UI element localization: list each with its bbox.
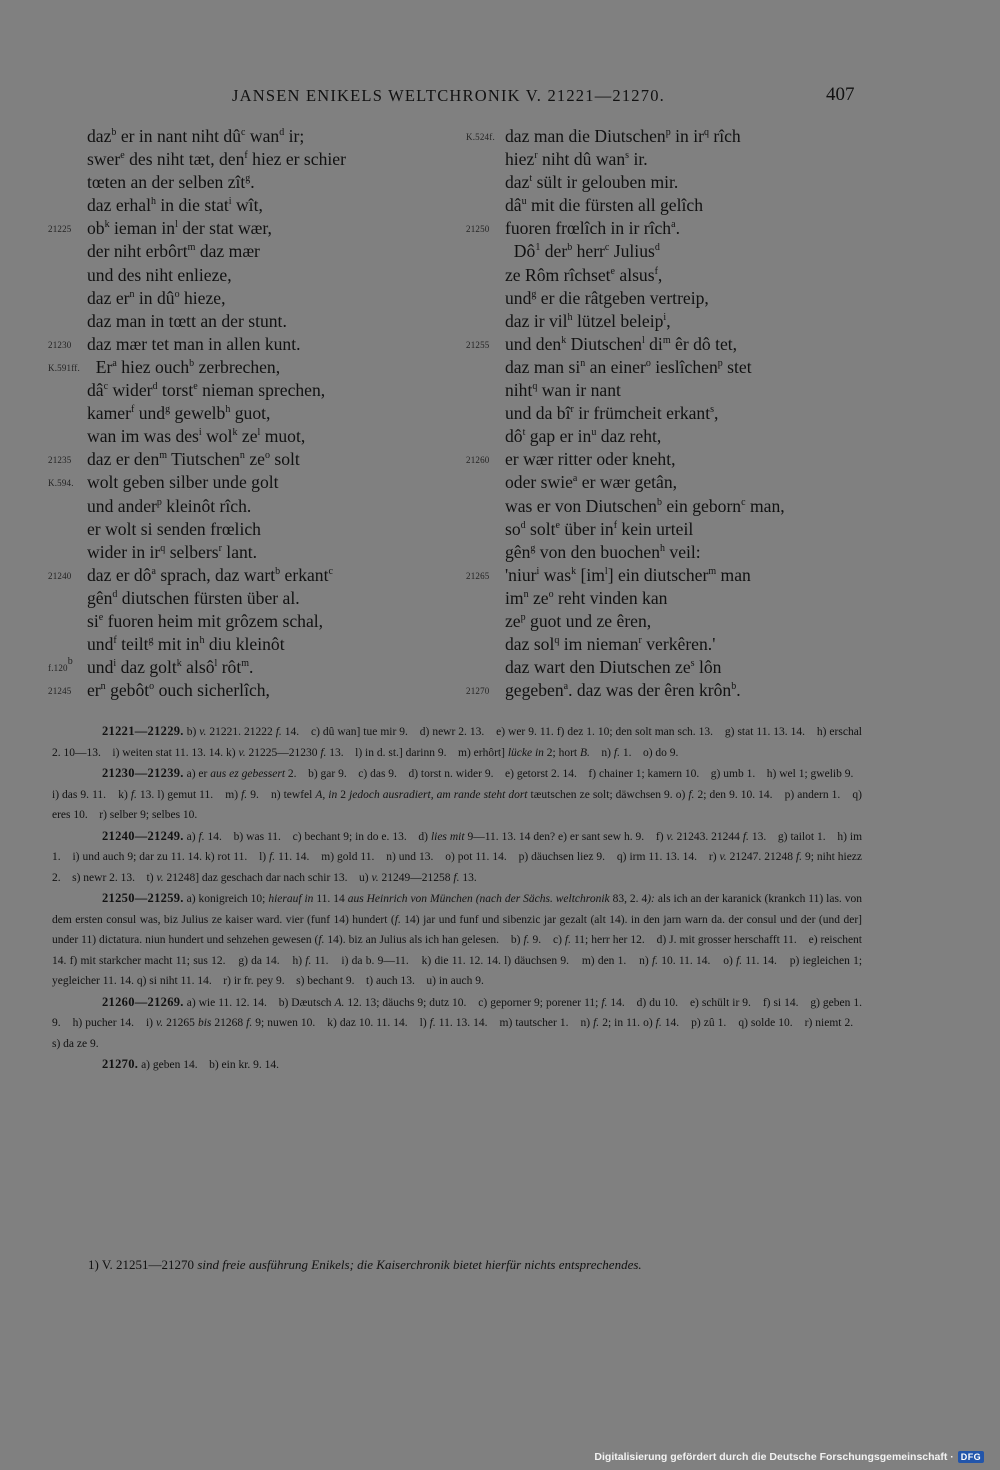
dfg-funding-notice <box>594 1451 984 1463</box>
verse-marker: K.594. <box>48 478 74 489</box>
verse-text: wolt geben silber unde golt <box>87 472 279 493</box>
verse-line <box>48 587 453 610</box>
verse-line <box>466 333 866 356</box>
verse-text: $so^d$ solt$^e$ über $in^f$ kein urteil <box>505 518 694 539</box>
verse-text: daz ir vil$^h$ lützel beleip$^i$, <box>505 310 671 331</box>
verse-text: und ander$^p$ kleinôt rîch. <box>87 495 252 516</box>
verse-text: $dâ^u$ mit die fürsten all gelîch <box>505 195 703 216</box>
verse-text: oder swie$^a$ er wær getân, <box>505 472 678 493</box>
verse-marker: 21265 <box>466 570 490 581</box>
verse-line <box>466 587 866 610</box>
verse-line <box>48 171 453 194</box>
verse-line <box>466 495 866 518</box>
apparatus-variants: a) er aus ez gebessert 2. b) gar 9. c) das 9. d) torst n. wider 9. e) getorst 2. 14. f) chainer 1; kamern 10. g) umb 1. h) wel 1; gwelib 9. i) das 9. 11. k) f. 13. l) gemut 11. m) f. 9. n) tewfel A, in 2 jedoch ausradiert, am rande steht dort tæutschen ze solt; däwchsen 9. o) f. 2; den 9. 10. 14. p) andern 1. q) eres 10. r) selber 9; selbes 10. <box>52 768 862 821</box>
verse-line <box>466 125 866 148</box>
page-number: 407 <box>826 84 855 105</box>
verse-column-left <box>48 125 453 702</box>
verse-line <box>48 310 453 333</box>
verse-line <box>48 656 453 679</box>
verse-line <box>466 610 866 633</box>
verse-line <box>466 148 866 171</box>
verse-column-right <box>466 125 866 702</box>
verse-text: und da $bî^r$ ir frümcheit erkant$^s$, <box>505 403 719 424</box>
apparatus-verse-range: 21230—21239. <box>102 766 184 780</box>
verse-marker: 21230 <box>48 339 72 350</box>
apparatus-entry <box>52 888 862 992</box>
verse-line <box>48 217 453 240</box>
verse-line <box>48 518 453 541</box>
verse-text: daz man die Diutschen$^p$ in $ir^q$ rîch <box>505 126 741 146</box>
running-title: JANSEN ENIKELS WELTCHRONIK V. 21221—21270. <box>232 86 665 105</box>
verse-text: $im^n$ $ze^o$ reht vinden kan <box>505 587 668 608</box>
verse-line <box>48 425 453 448</box>
verse-line <box>466 425 866 448</box>
apparatus-entry <box>52 721 862 763</box>
verse-text: kamer$^f$ und$^g$ gewelb$^h$ guot, <box>87 403 271 424</box>
verse-text: $si^e$ fuoren heim mit grôzem schal, <box>87 610 324 631</box>
verse-line <box>466 656 866 679</box>
verse-line <box>48 471 453 494</box>
verse-line <box>48 148 453 171</box>
verse-line <box>466 633 866 656</box>
apparatus-verse-range: 21270. <box>102 1057 139 1071</box>
verse-line <box>466 448 866 471</box>
verse-text: $ob^k$ ieman $in^l$ der stat wær, <box>87 218 272 239</box>
verse-text: swer$^e$ des niht tæt, den$^f$ hiez er schier <box>87 149 346 170</box>
verse-text: was er von Diutschen$^b$ ein geborn$^c$ man, <box>505 495 785 516</box>
verse-marker: 21240 <box>48 570 72 581</box>
apparatus-variants: a) f. 14. b) was 11. c) bechant 9; in do e. 13. d) lies mit 9—11. 13. 14 den? e) er sant sew h. 9. f) v. 21243. 21244 f. 13. g) tailot 1. h) im 1. i) und auch 9; dar zu 11. 14. k) rot 11. l) f. 11. 14. m) gold 11. n) und 13. o) pot 11. 14. p) däuchsen liez 9. q) irm 11. 13. 14. r) v. 21247. 21248 f. 9; niht hiezz 2. s) newr 2. 13. t) v. 21248] daz geschach dar nach schir 13. u) v. 21249—21258 f. 13. <box>52 830 863 884</box>
verse-line <box>48 356 453 379</box>
apparatus-variants: a) konigreich 10; hierauf in 11. 14 aus Heinrich von München (nach der Sächs. weltchronik 83, 2. 4): als ich an der karanick (krankch 11) las. von dem ersten consul was, biz Julius ze kaiser ward. vier (funf 14) hundert (f. 14) jar und funf und sibenzic jar gezalt (alt 14). in den jarn warn da. der consul und der (und der] under 11) dictatura. niun hundert und sehzehen gewesen (f. 14). biz an Julius als ich han gelesen. b) f. 9. c) f. 11; herr her 12. d) J. mit grosser herschafft 11. e) reischent 14. f) mit starkcher macht 11; sus 12. g) da 14. h) f. 11. i) da b. 9—11. k) die 11. 12. 14. l) däuchsen 9. m) den 1. n) f. 10. 11. 14. o) f. 11. 14. p) iegleichen 1; yegleicher 11. 14. q) si niht 11. 14. r) ir fr. pey 9. s) bechant 9. t) auch 13. u) in auch 9. <box>52 893 863 987</box>
verse-text: gên$^g$ von den buochen$^h$ veil: <box>505 541 701 562</box>
verse-text: daz sol$^q$ im nieman$^r$ verkêren.' <box>505 634 716 655</box>
apparatus-verse-range: 21260—21269. <box>102 994 184 1009</box>
verse-line <box>48 448 453 471</box>
funding-text: Digitalisierung gefördert durch die Deutsche Forschungsgemeinschaft · <box>594 1451 954 1463</box>
running-header <box>0 86 1000 110</box>
verse-text: daz erhal$^h$ in die stat$^i$ wît, <box>87 195 263 216</box>
verse-line <box>466 471 866 494</box>
verse-text: daz er $dô^a$ sprach, daz wart$^b$ erkant$^c$ <box>87 564 333 585</box>
verse-text: $dâ^c$ wider$^d$ torst$^e$ nieman sprechen, <box>87 380 326 401</box>
verse-text: gegeben$^a$. daz was der êren krôn$^b$. <box>505 680 741 701</box>
verse-line <box>48 633 453 656</box>
verse-text: daz man $si^n$ an einer$^o$ ieslîchen$^p$ stet <box>505 356 752 377</box>
verse-text: gên$^d$ diutschen fürsten über al. <box>87 587 300 608</box>
verse-text: 'niur$^i$ was$^k$ $[im^l]$ ein diutscher$^m$ man <box>505 564 751 585</box>
apparatus-verse-range: 21240—21249. <box>102 828 184 843</box>
verse-line <box>48 333 453 356</box>
apparatus-variants: b) v. 21221. 21222 f. 14. c) dû wan] tue mir 9. d) newr 2. 13. e) wer 9. 11. f) dez 1. 10; den solt man sch. 13. g) stat 11. 13. 14. h) erschal 2. 10—13. i) weiten stat 11. 13. 14. k) v. 21225—21230 f. 13. l) in d. st.] darinn 9. m) erhôrt] lücke in 2; hort B. n) f. 1. o) do 9. <box>52 726 862 759</box>
verse-line <box>48 240 453 263</box>
verse-text: er wolt si senden frœlich <box>87 518 261 539</box>
verse-marker: 21250 <box>466 224 490 235</box>
verse-text: wan im was des$^i$ wol$^k$ $ze^l$ muot, <box>87 426 306 447</box>
verse-line <box>466 379 866 402</box>
apparatus-entry <box>52 763 862 826</box>
verse-text: daz man in tœtt an der stunt. <box>87 310 287 331</box>
verse-text: und des niht enlieze, <box>87 264 232 285</box>
verse-text: $dô^t$ gap er $in^u$ daz reht, <box>505 426 662 447</box>
verse-line <box>466 564 866 587</box>
apparatus-variants: a) geben 14. b) ein kr. 9. 14. <box>138 1059 280 1071</box>
verse-text: wider in $ir^q$ selbers$^r$ lant. <box>87 541 258 562</box>
verse-text: er wær ritter oder kneht, <box>505 449 676 470</box>
verse-text: und$^g$ er die râtgeben vertreip, <box>505 287 709 308</box>
verse-text: tœten an der selben zît$^g$. <box>87 172 255 193</box>
verse-text: daz $er^n$ in $dû^o$ hieze, <box>87 287 226 308</box>
footnote: 1) V. 21251—21270 sind freie ausführung Enikels; die Kaiserchronik bietet hierfür nichts entsprechendes. <box>88 1257 642 1272</box>
verse-marker: 21245 <box>48 686 72 697</box>
verse-marker: 21235 <box>48 455 72 466</box>
verse-marker: 21260 <box>466 455 490 466</box>
apparatus-verse-range: 21250—21259. <box>102 891 184 905</box>
verse-text: daz mær tet man in allen kunt. <box>87 333 301 354</box>
verse-line <box>466 240 866 263</box>
verse-text: $ze^p$ guot und ze êren, <box>505 610 652 631</box>
verse-marker: K.524f. <box>466 132 495 142</box>
verse-text: daz er den$^m$ Tiutschen$^n$ $ze^o$ solt <box>87 449 300 470</box>
verse-text: $er^n$ gebôt$^o$ ouch sicherlîch, <box>87 680 270 701</box>
verse-line <box>48 679 453 702</box>
verse-line <box>466 287 866 310</box>
apparatus-entry <box>52 1054 862 1076</box>
verse-text: Er$^a$ hiez ouch$^b$ zerbrechen, <box>87 356 281 377</box>
verse-marker: 21225 <box>48 224 72 235</box>
verse-marker: K.591ff. <box>48 362 80 373</box>
verse-text: fuoren frœlîch in ir rîch$^a$. <box>505 218 680 239</box>
verse-marker: 21270 <box>466 686 490 697</box>
verse-text: der niht erbôrt$^m$ daz mær <box>87 241 260 262</box>
verse-line <box>48 287 453 310</box>
verse-text: und$^i$ daz golt$^k$ alsô$^l$ rôt$^m$. <box>87 657 254 678</box>
verse-line <box>48 564 453 587</box>
apparatus-verse-range: 21221—21229. <box>102 724 184 738</box>
verse-line <box>48 379 453 402</box>
verse-line <box>48 194 453 217</box>
verse-marker: 21255 <box>466 339 490 350</box>
verse-line <box>466 217 866 240</box>
apparatus-variants: a) wie 11. 12. 14. b) Dæutsch A. 12. 13; däuchs 9; dutz 10. c) geporner 9; porener 11; f. 14. d) du 10. e) schült ir 9. f) si 14. g) geben 1. 9. h) pucher 14. i) v. 21265 bis 21268 f. 9; nuwen 10. k) daz 10. 11. 14. l) f. 11. 13. 14. m) tautscher 1. n) f. 2; in 11. o) f. 14. p) zû 1. q) solde 10. r) niemt 2. s) da ze 9. <box>52 996 863 1050</box>
verse-line <box>48 610 453 633</box>
verse-line <box>48 125 453 148</box>
verse-text: hiez$^r$ niht dû wan$^s$ ir. <box>505 149 648 170</box>
verse-line <box>48 541 453 564</box>
critical-apparatus <box>52 721 862 1076</box>
verse-line <box>466 679 866 702</box>
verse-text: und den$^k$ Diutschen$^l$ $di^m$ êr dô tet, <box>505 333 738 354</box>
verse-marker: f.120$^b$ <box>48 656 73 674</box>
verse-text: daz wart den Diutschen $ze^s$ lôn <box>505 657 722 678</box>
verse-line <box>466 264 866 287</box>
verse-line <box>466 194 866 217</box>
verse-line <box>466 171 866 194</box>
apparatus-entry <box>52 826 862 889</box>
verse-text: daz$^b$ er in nant niht $dû^c$ wan$^d$ ir; <box>87 126 305 146</box>
verse-line <box>48 402 453 425</box>
verse-line <box>48 264 453 287</box>
verse-line <box>466 356 866 379</box>
verse-line <box>466 402 866 425</box>
verse-text: daz$^t$ sült ir gelouben mir. <box>505 172 679 193</box>
verse-line <box>466 541 866 564</box>
dfg-logo: DFG <box>958 1451 984 1463</box>
verse-line <box>48 495 453 518</box>
apparatus-entry <box>52 992 862 1055</box>
verse-line <box>466 310 866 333</box>
verse-text: niht$^q$ wan ir nant <box>505 380 621 401</box>
verse-text: $Dô^1$ der$^b$ herr$^c$ Julius$^d$ <box>505 241 660 262</box>
verse-text: ze Rôm rîchset$^e$ alsus$^f$, <box>505 264 663 285</box>
verse-line <box>466 518 866 541</box>
verse-text: und$^f$ teilt$^g$ mit $in^h$ diu kleinôt <box>87 634 285 655</box>
